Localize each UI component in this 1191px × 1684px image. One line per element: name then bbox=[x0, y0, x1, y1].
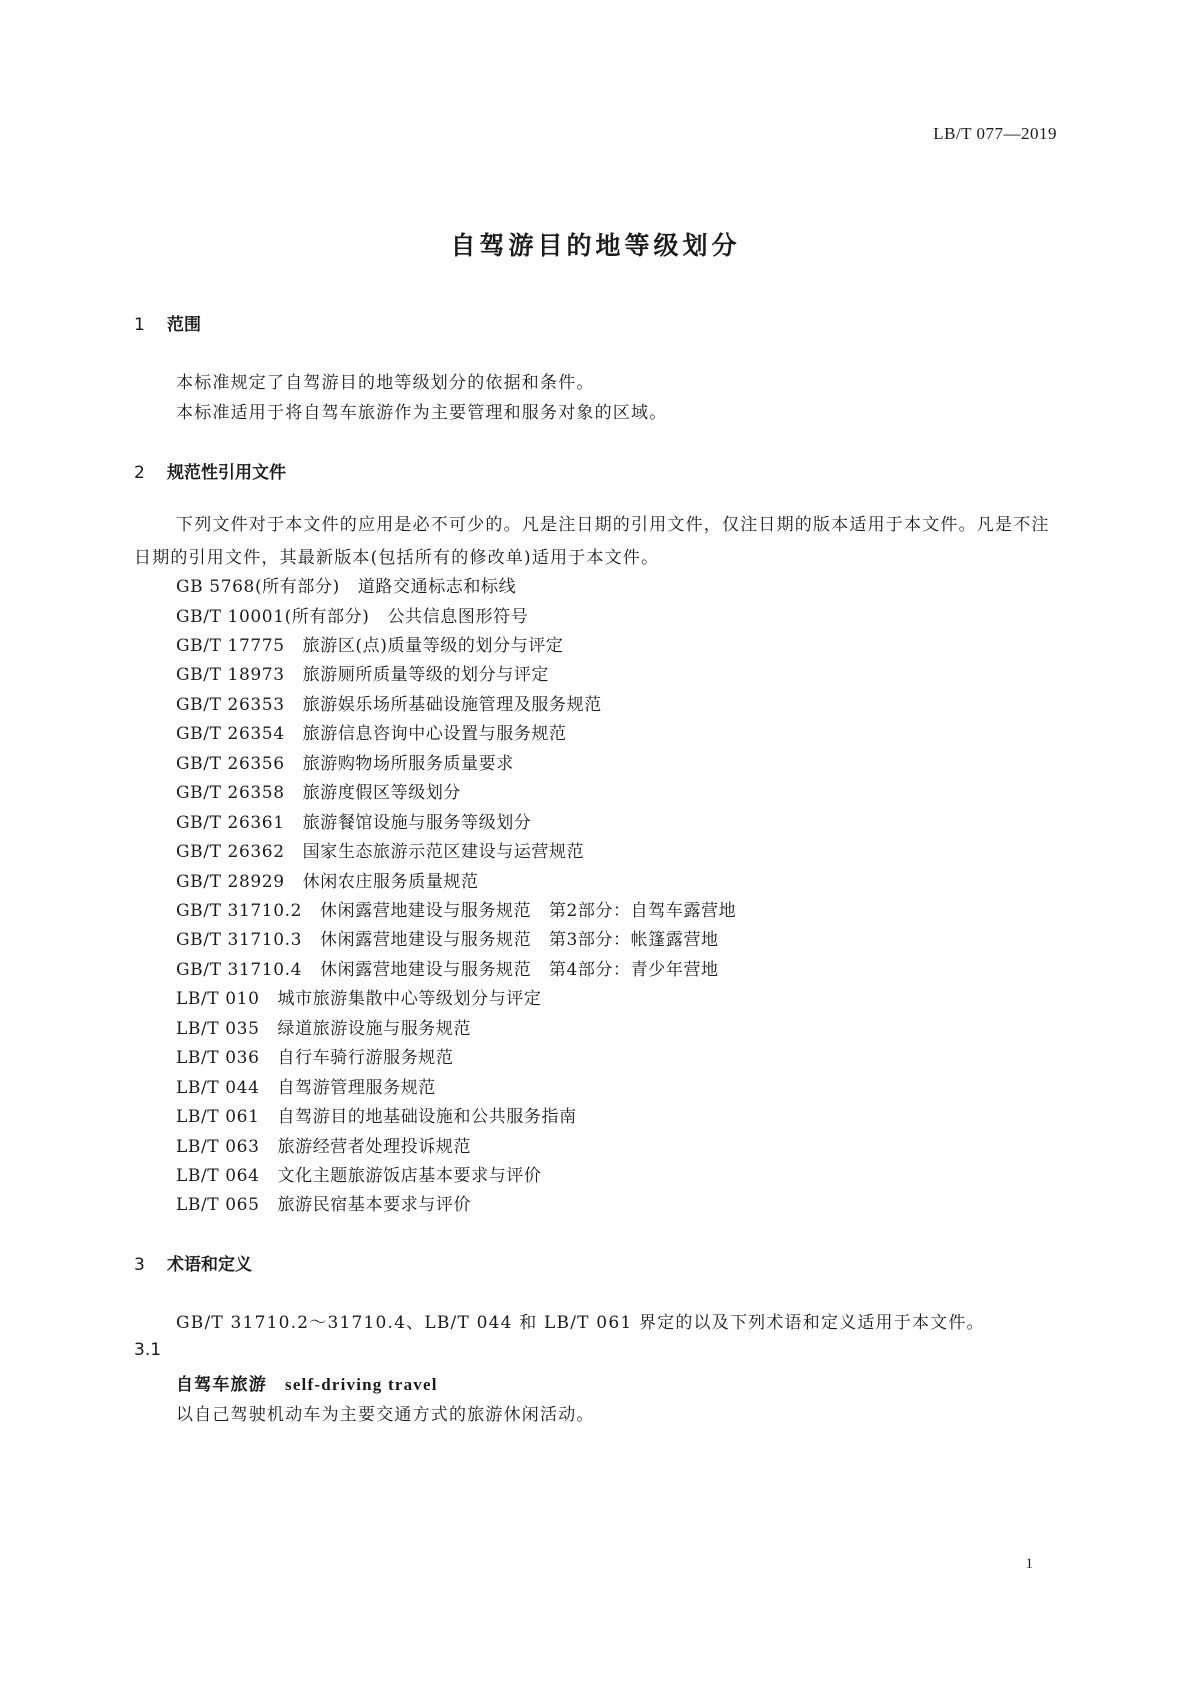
reference-code: LB/T 061 bbox=[176, 1107, 260, 1128]
reference-title: 城市旅游集散中心等级划分与评定 bbox=[277, 989, 542, 1010]
term-chinese: 自驾车旅游 bbox=[176, 1375, 267, 1395]
reference-item bbox=[176, 808, 531, 833]
reference-item bbox=[176, 867, 479, 892]
reference-title: 休闲露营地建设与服务规范 第3部分：帐篷露营地 bbox=[320, 930, 719, 951]
section-number: 3 bbox=[134, 1255, 145, 1275]
reference-item bbox=[176, 778, 461, 803]
reference-code: GB/T 31710.3 bbox=[176, 930, 303, 951]
reference-item bbox=[176, 1132, 471, 1157]
reference-code: GB/T 26361 bbox=[176, 812, 285, 833]
reference-item bbox=[176, 1073, 436, 1098]
term-number: 3.1 bbox=[134, 1340, 162, 1360]
section-number: 2 bbox=[134, 463, 145, 483]
reference-code: LB/T 036 bbox=[176, 1048, 260, 1069]
reference-title: 旅游餐馆设施与服务等级划分 bbox=[302, 812, 532, 833]
reference-title: 文化主题旅游饭店基本要求与评价 bbox=[277, 1166, 542, 1186]
reference-code: LB/T 010 bbox=[176, 989, 260, 1010]
reference-item bbox=[176, 1190, 471, 1215]
reference-item bbox=[176, 572, 516, 597]
reference-title: 旅游经营者处理投诉规范 bbox=[277, 1136, 472, 1157]
reference-title: 公共信息图形符号 bbox=[387, 606, 529, 627]
section-title: 范围 bbox=[167, 315, 201, 335]
reference-item bbox=[176, 660, 549, 685]
reference-code: LB/T 035 bbox=[176, 1018, 260, 1039]
reference-item bbox=[176, 1014, 471, 1039]
section-1-paragraph: 本标准规定了自驾游目的地等级划分的依据和条件。 bbox=[176, 373, 595, 393]
reference-title: 道路交通标志和标线 bbox=[357, 577, 517, 597]
reference-title: 旅游民宿基本要求与评价 bbox=[277, 1195, 472, 1216]
reference-code: GB/T 17775 bbox=[176, 635, 285, 656]
page-number: 1 bbox=[1025, 1556, 1033, 1572]
reference-title: 旅游娱乐场所基础设施管理及服务规范 bbox=[302, 694, 602, 715]
reference-item bbox=[176, 1043, 454, 1068]
section-1-heading bbox=[134, 310, 201, 335]
section-3-intro: GB/T 31710.2～31710.4、LB/T 044 和 LB/T 061 界定的以及下列术语和定义适用于本文件。 bbox=[176, 1313, 985, 1333]
reference-code: GB/T 26356 bbox=[176, 753, 285, 774]
reference-title: 旅游度假区等级划分 bbox=[302, 783, 462, 804]
reference-title: 国家生态旅游示范区建设与运营规范 bbox=[302, 842, 585, 862]
reference-item bbox=[176, 1161, 542, 1186]
reference-item bbox=[176, 896, 736, 921]
reference-code: GB/T 31710.2 bbox=[176, 901, 303, 921]
reference-item bbox=[176, 1102, 577, 1127]
section-title: 术语和定义 bbox=[167, 1255, 252, 1275]
reference-title: 自驾游管理服务规范 bbox=[277, 1077, 436, 1098]
reference-code: GB/T 26362 bbox=[176, 842, 285, 862]
term-english: self-driving travel bbox=[285, 1375, 438, 1394]
reference-code: GB/T 31710.4 bbox=[176, 959, 303, 980]
reference-item bbox=[176, 749, 514, 774]
reference-code: LB/T 044 bbox=[176, 1077, 260, 1098]
reference-code: LB/T 063 bbox=[176, 1136, 260, 1157]
standard-code: LB/T 077—2019 bbox=[933, 124, 1057, 143]
reference-code: GB/T 26358 bbox=[176, 783, 285, 804]
reference-code: LB/T 064 bbox=[176, 1166, 260, 1186]
reference-code: GB/T 26354 bbox=[176, 724, 285, 745]
reference-code: GB/T 10001(所有部分) bbox=[176, 606, 370, 627]
reference-title: 自行车骑行游服务规范 bbox=[277, 1048, 454, 1069]
reference-code: GB/T 28929 bbox=[176, 871, 285, 892]
reference-title: 绿道旅游设施与服务规范 bbox=[277, 1018, 472, 1039]
reference-item bbox=[176, 837, 584, 862]
section-2-intro: 下列文件对于本文件的应用是必不可少的。凡是注日期的引用文件，仅注日期的版本适用于本文件。凡是不注日期的引用文件，其最新版本(包括所有的修改单)适用于本文件。 bbox=[134, 515, 1050, 568]
section-2-heading bbox=[134, 458, 286, 483]
reference-title: 旅游厕所质量等级的划分与评定 bbox=[302, 665, 550, 686]
document-title: 自驾游目的地等级划分 bbox=[450, 231, 741, 260]
section-title: 规范性引用文件 bbox=[167, 463, 286, 483]
section-1-paragraph: 本标准适用于将自驾车旅游作为主要管理和服务对象的区域。 bbox=[176, 403, 668, 423]
reference-title: 旅游购物场所服务质量要求 bbox=[302, 753, 514, 774]
section-number: 1 bbox=[134, 315, 145, 335]
reference-code: GB/T 18973 bbox=[176, 665, 285, 686]
reference-title: 休闲农庄服务质量规范 bbox=[302, 871, 479, 892]
reference-item bbox=[176, 602, 528, 627]
reference-title: 旅游区(点)质量等级的划分与评定 bbox=[302, 635, 564, 656]
reference-title: 自驾游目的地基础设施和公共服务指南 bbox=[277, 1107, 577, 1128]
reference-title: 休闲露营地建设与服务规范 第2部分：自驾车露营地 bbox=[320, 901, 737, 921]
reference-item bbox=[176, 984, 542, 1009]
reference-item bbox=[176, 925, 719, 950]
reference-code: GB/T 26353 bbox=[176, 694, 285, 715]
reference-title: 旅游信息咨询中心设置与服务规范 bbox=[302, 724, 567, 745]
section-3-heading bbox=[134, 1250, 252, 1275]
reference-item bbox=[176, 955, 719, 980]
reference-item bbox=[176, 690, 602, 715]
reference-item bbox=[176, 719, 567, 744]
reference-item bbox=[176, 631, 564, 656]
term-definition: 以自己驾驶机动车为主要交通方式的旅游休闲活动。 bbox=[176, 1405, 595, 1425]
term-heading bbox=[176, 1370, 438, 1395]
reference-code: LB/T 065 bbox=[176, 1195, 260, 1216]
reference-code: GB 5768(所有部分) bbox=[176, 577, 340, 597]
reference-title: 休闲露营地建设与服务规范 第4部分：青少年营地 bbox=[320, 959, 719, 980]
